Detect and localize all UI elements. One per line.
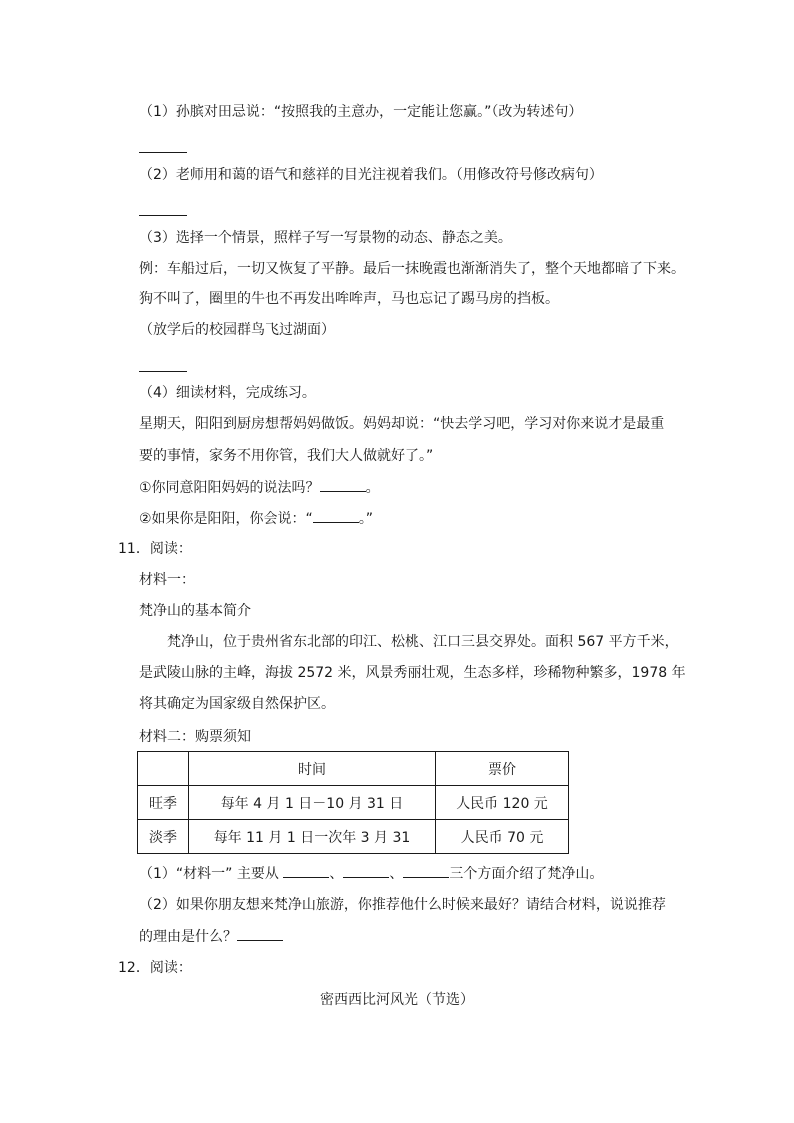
story-line-2: 要的事情，家务不用你管，我们大人做就好了。” [139, 448, 434, 464]
intro-line-3: 将其确定为国家级自然保护区。 [139, 696, 335, 712]
answer-blank-6[interactable] [283, 863, 329, 878]
answer-blank-1[interactable] [139, 138, 187, 159]
intro-line-2: 是武陵山脉的主峰，海拔 2572 米，风景秀丽壮观，生态多样，珍稀物种繁多，1978 年 [139, 665, 686, 681]
table-cell: 人民币 120 元 [436, 786, 569, 820]
intro-line-1: 梵净山，位于贵州省东北部的印江、松桃、江口三县交界处。面积 567 平方千米， [167, 634, 679, 650]
article-title: 密西西比河风光（节选） [320, 992, 474, 1008]
sub-question-1: ①你同意阳阳妈妈的说法吗？ 。 [139, 477, 380, 498]
answer-blank-3[interactable] [139, 357, 187, 378]
table-header-cell [138, 752, 189, 786]
table-cell: 人民币 70 元 [436, 820, 569, 854]
story-line-1: 星期天，阳阳到厨房想帮妈妈做饭。妈妈却说：“快去学习吧，学习对你来说才是最重 [139, 416, 665, 432]
sub-question-2: ②如果你是阳阳，你会说：“ 。” [139, 508, 373, 529]
table-header-row [138, 752, 569, 786]
table-cell: 每年 4 月 1 日－10 月 31 日 [189, 786, 436, 820]
answer-blank-4[interactable] [320, 477, 366, 492]
table-header-cell: 票价 [436, 752, 569, 786]
scene-prompt: （放学后的校园群鸟飞过湖面） [139, 322, 335, 338]
answer-blank-7[interactable] [343, 863, 389, 878]
answer-blank-2[interactable] [139, 201, 187, 222]
material-one-label: 材料一： [139, 572, 195, 588]
example-line-2: 狗不叫了，圈里的牛也不再发出哞哞声，马也忘记了踢马房的挡板。 [139, 291, 559, 307]
intro-heading: 梵净山的基本简介 [139, 603, 251, 619]
q10-part4: （4）细读材料，完成练习。 [139, 385, 316, 401]
q11-sub2-line2: 的理由是什么？ [139, 926, 283, 947]
table-row [138, 786, 569, 820]
answer-blank-8[interactable] [403, 863, 449, 878]
q10-part1: （1）孙膑对田忌说：“按照我的主意办，一定能让您赢。”（改为转述句） [139, 104, 583, 120]
answer-blank-5[interactable] [313, 508, 359, 523]
q10-part3: （3）选择一个情景，照样子写一写景物的动态、静态之美。 [139, 230, 512, 246]
q12-title: 12．阅读： [118, 960, 192, 976]
table-cell: 旺季 [138, 786, 189, 820]
table-cell: 每年 11 月 1 日一次年 3 月 31 [189, 820, 436, 854]
q11-title: 11．阅读： [118, 541, 192, 557]
q10-part2: （2）老师用和蔼的语气和慈祥的目光注视着我们。（用修改符号修改病句） [139, 167, 603, 183]
ticket-table [137, 751, 569, 854]
answer-blank-9[interactable] [237, 926, 283, 941]
table-row [138, 820, 569, 854]
q11-sub1: （1）“材料一” 主要从 、 、 三个方面介绍了梵净山。 [139, 863, 603, 884]
table-header-cell: 时间 [189, 752, 436, 786]
material-two-label: 材料二：购票须知 [139, 729, 251, 745]
q11-sub2-line1: （2）如果你朋友想来梵净山旅游，你推荐他什么时候来最好？请结合材料，说说推荐 [139, 897, 666, 913]
example-line-1: 例：车船过后，一切又恢复了平静。最后一抹晚霞也渐渐消失了，整个天地都暗了下来。 [139, 261, 685, 277]
table-cell: 淡季 [138, 820, 189, 854]
